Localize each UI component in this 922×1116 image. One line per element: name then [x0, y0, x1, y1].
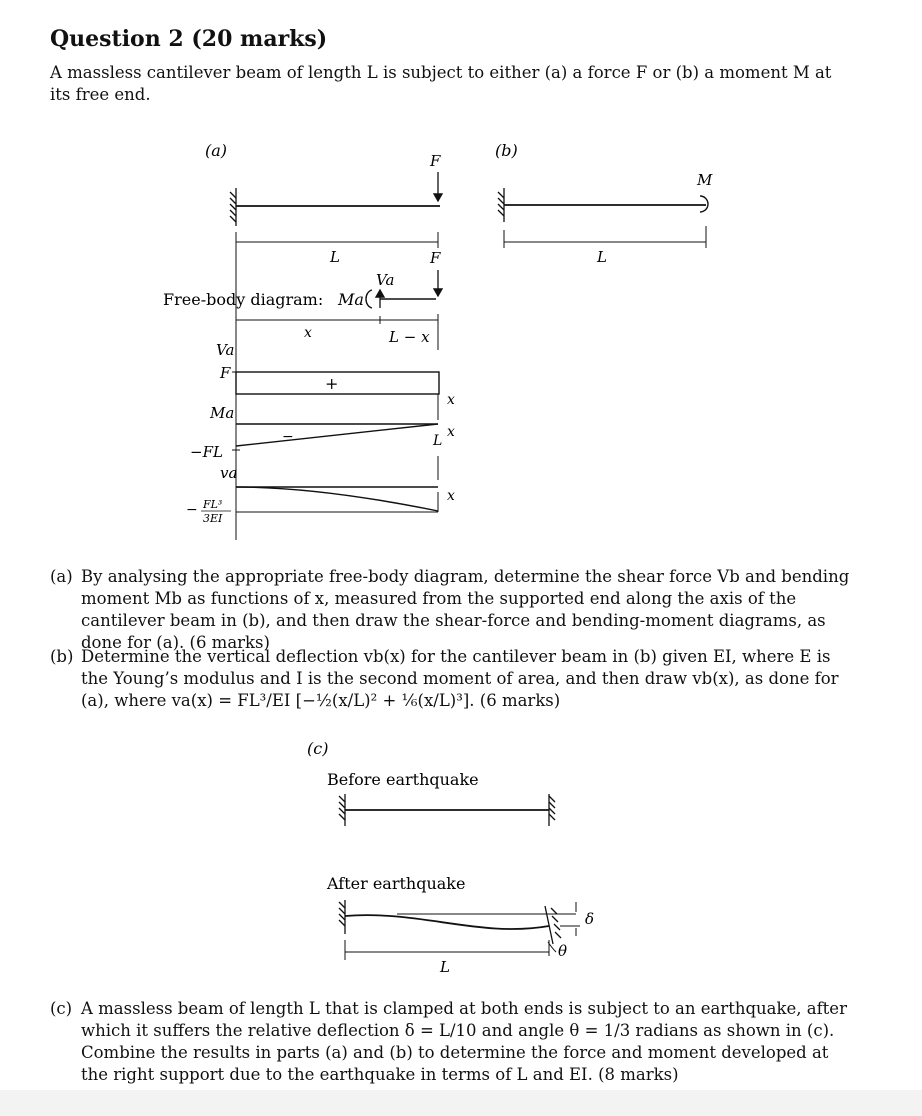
- deflection-x-axis: x: [447, 488, 455, 504]
- label-a: (a): [205, 141, 228, 160]
- shear-plus: +: [325, 374, 339, 393]
- fixed-support-a: [230, 188, 236, 226]
- moment-tick-label: −FL: [190, 443, 223, 461]
- question-intro: A massless cantilever beam of length L is subject to either (a) a force F or (b) a moment M at its free end.: [50, 63, 832, 104]
- moment-minus: −: [282, 429, 294, 445]
- part-b: [50, 646, 850, 712]
- moment-L: L: [433, 433, 443, 449]
- part-c: [50, 998, 850, 1086]
- deflection-axis-label: va: [220, 464, 238, 482]
- fbd-x: x: [304, 325, 312, 341]
- force-F-label: F: [430, 152, 441, 170]
- deflection-tick-den: 3EI: [203, 512, 223, 525]
- moment-Ma-arrow: [366, 290, 372, 308]
- moment-x-axis: x: [447, 424, 455, 440]
- part-b-text: Determine the vertical deflection vb(x) for the cantilever beam in (b) given EI, where E is the Young’s modulus and I is the second moment of area, and then draw vb(x), as done for (a), where va(x) = FL³/EI [−½(x/L)² + ⅙(x/L)³]. (6 marks): [81, 647, 839, 710]
- before-right-support: [549, 794, 555, 826]
- fbd-L-minus-x: L − x: [389, 328, 430, 346]
- shear-axis-label: Va: [216, 341, 235, 359]
- page-bottom-shade: [0, 1090, 922, 1116]
- fbd-Va: Va: [376, 271, 395, 289]
- label-b: (b): [495, 141, 518, 160]
- figure-ab: [0, 0, 922, 540]
- part-a-label: (a): [50, 567, 73, 586]
- after-right-support: [545, 906, 561, 944]
- part-b-label: (b): [50, 647, 74, 666]
- moment-diagram: [236, 424, 438, 446]
- shear-tick-F: F: [220, 364, 231, 382]
- deflection-curve: [236, 487, 438, 511]
- delta-label: δ: [585, 910, 595, 928]
- length-L-a: L: [330, 248, 340, 266]
- deflection-tick-num: FL³: [203, 498, 223, 511]
- after-left-support: [339, 900, 345, 934]
- question-heading: Question 2 (20 marks): [50, 26, 328, 52]
- length-L-c: L: [440, 958, 450, 976]
- theta-label: θ: [558, 942, 568, 960]
- before-label: Before earthquake: [327, 770, 479, 789]
- figure-c: [0, 730, 922, 990]
- fbd-Ma: Ma: [338, 290, 364, 309]
- fixed-support-b: [498, 188, 504, 222]
- part-c-label: (c): [50, 999, 73, 1018]
- before-left-support: [339, 794, 345, 826]
- deflection-tick-sign: −: [186, 502, 198, 518]
- fbd-label: Free-body diagram:: [163, 290, 324, 309]
- part-a: [50, 566, 850, 654]
- after-beam: [345, 915, 549, 929]
- moment-M-arrow: [700, 196, 708, 212]
- shear-x-axis: x: [447, 392, 455, 408]
- part-c-text: A massless beam of length L that is clamped at both ends is subject to an earthquake, after which it suffers the relative deflection δ = L/10 and angle θ = 1/3 radians as shown in (c). Combine the results in parts (a) and (b) to determine the force and moment developed at the right support due to the earthquake in terms of L and EI. (8 marks): [81, 999, 847, 1084]
- length-L-b: L: [597, 248, 607, 266]
- label-c: (c): [307, 739, 329, 758]
- fbd-F-label: F: [430, 249, 441, 267]
- moment-M-label: M: [697, 171, 713, 189]
- moment-axis-label: Ma: [210, 404, 235, 422]
- after-label: After earthquake: [327, 874, 466, 893]
- part-a-text: By analysing the appropriate free-body diagram, determine the shear force Vb and bending moment Mb as functions of x, measured from the supported end along the axis of the cantilever beam in (b), and then draw the shear-force and bending-moment diagrams, as done for (a). (6 marks): [81, 567, 850, 652]
